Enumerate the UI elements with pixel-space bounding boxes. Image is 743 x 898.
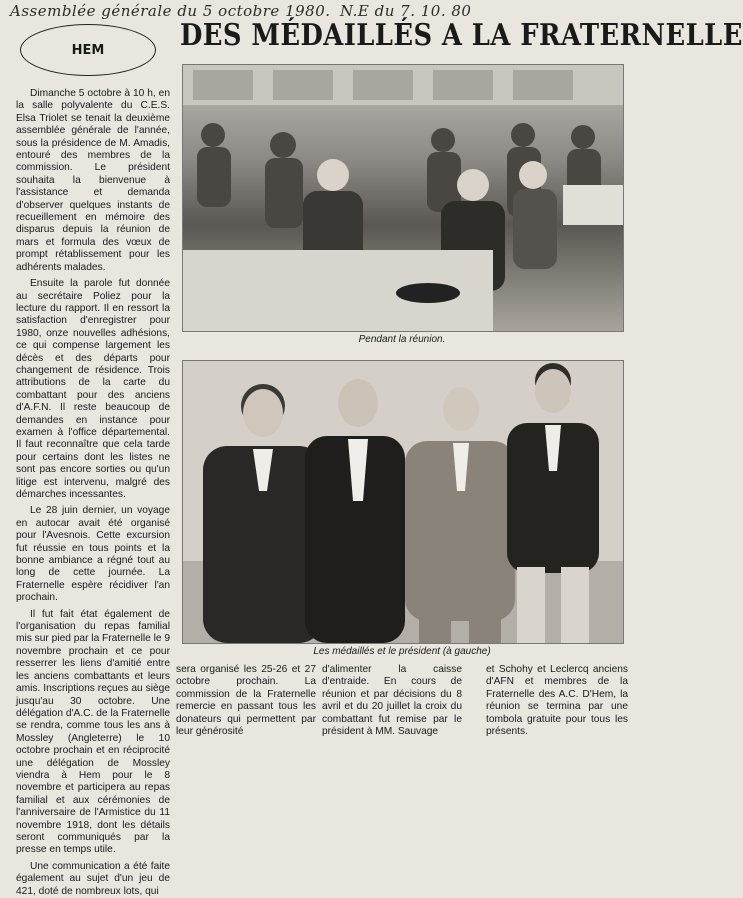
- bottom-text-column-1: [176, 664, 316, 738]
- section-label-oval: [20, 24, 156, 76]
- paragraph: Le 28 juin dernier, un voyage en autocar avait été organisé pour l'Avesnois. Cette excursion fut réussie en tous points et la bonne ambiance a régné tout au long de cette journée. La Fraternelle espère récidiver l'an prochain.: [16, 505, 170, 604]
- paragraph: sera organisé les 25-26 et 27 octobre prochain. La commission de la Fraternelle remercie en passant tous les donateurs qui permettent par leur générosité: [176, 664, 316, 738]
- meeting-photo: [182, 64, 624, 332]
- medal-recipients-photo: [182, 360, 624, 644]
- paragraph: Dimanche 5 octobre à 10 h, en la salle polyvalente du C.E.S. Elsa Triolet se tenait la deuxième assemblée générale de l'année, sous la présidence de M. Amadis, entouré des membres de la commission. Le président souhaita la bienvenue à l'assistance et demanda d'observer quelques instants de recueillement en mémoire des disparus depuis la réunion de mars et formula des vœux de prompt rétablissement pour les adhérents malades.: [16, 88, 170, 273]
- left-text-column: [16, 88, 171, 897]
- article-headline: DES MÉDAILLÉS A LA FRATERNELLE: [180, 18, 743, 53]
- meeting-photo-caption: Pendant la réunion.: [358, 334, 446, 345]
- paragraph: Ensuite la parole fut donnée au secrétaire Poliez pour la lecture du rapport. Il en ressort la satisfaction d'enregistrer pour 1980, onze nouvelles adhésions, ce qui compense largement les décès et des départs pour changement de résidence. Trois attributions de la carte du combattant pour des anciens d'A.F.N. Il reste beaucoup de demandes en instance pour examen à l'office départemental. Il faut reconnaître que cela tarde pour certains dont les listes ne sont pas encore sorties ou qu'un litige est intervenu, malgré des démarches incessantes.: [16, 278, 170, 500]
- paragraph: d'alimenter la caisse d'entraide. En cours de réunion et par décisions du 8 avril et du 20 juillet la croix du combattant fut remise par le président à MM. Sauvage: [322, 664, 462, 738]
- meeting-photo-illustration: [183, 65, 623, 331]
- bottom-text-column-2: [322, 664, 462, 738]
- section-label: HEM: [71, 42, 105, 58]
- medal-recipients-illustration: [183, 361, 623, 643]
- paragraph: Une communication a été faite également au sujet d'un jeu de 421, doté de nombreux lots, qui: [16, 860, 170, 897]
- medal-recipients-photo-caption: Les médaillés et le président (à gauche): [313, 646, 491, 657]
- paragraph: Il fut fait état également de l'organisation du repas familial mis sur pied par la Fraternelle le 9 novembre prochain et ce pour resserrer les liens d'amitié entre les anciens combattants et leurs amis. Inscriptions reçues au siège jusqu'au 30 octobre. Une délégation d'A.C. de la Fraternelle se rendra, comme tous les ans à Mossley (Angleterre) le 10 octobre prochain et en réciprocité une délégation de Mossley viendra à Hem pour le 8 novembre et participera au repas familial et aux cérémonies de l'anniversaire de l'Armistice du 11 novembre 1918, dont les détails seront communiqués par la presse en temps utile.: [16, 608, 171, 856]
- handwritten-note-left: Assemblée générale du 5 octobre 1980.: [10, 2, 331, 20]
- paragraph: et Schohy et Leclercq anciens d'AFN et membres de la Fraternelle des A.C. D'Hem, la réunion se termina par une tombola gratuite pour tous les présents.: [486, 664, 628, 738]
- handwritten-note-right: N.E du 7. 10. 80: [340, 2, 472, 20]
- bottom-text-column-3: [486, 664, 628, 738]
